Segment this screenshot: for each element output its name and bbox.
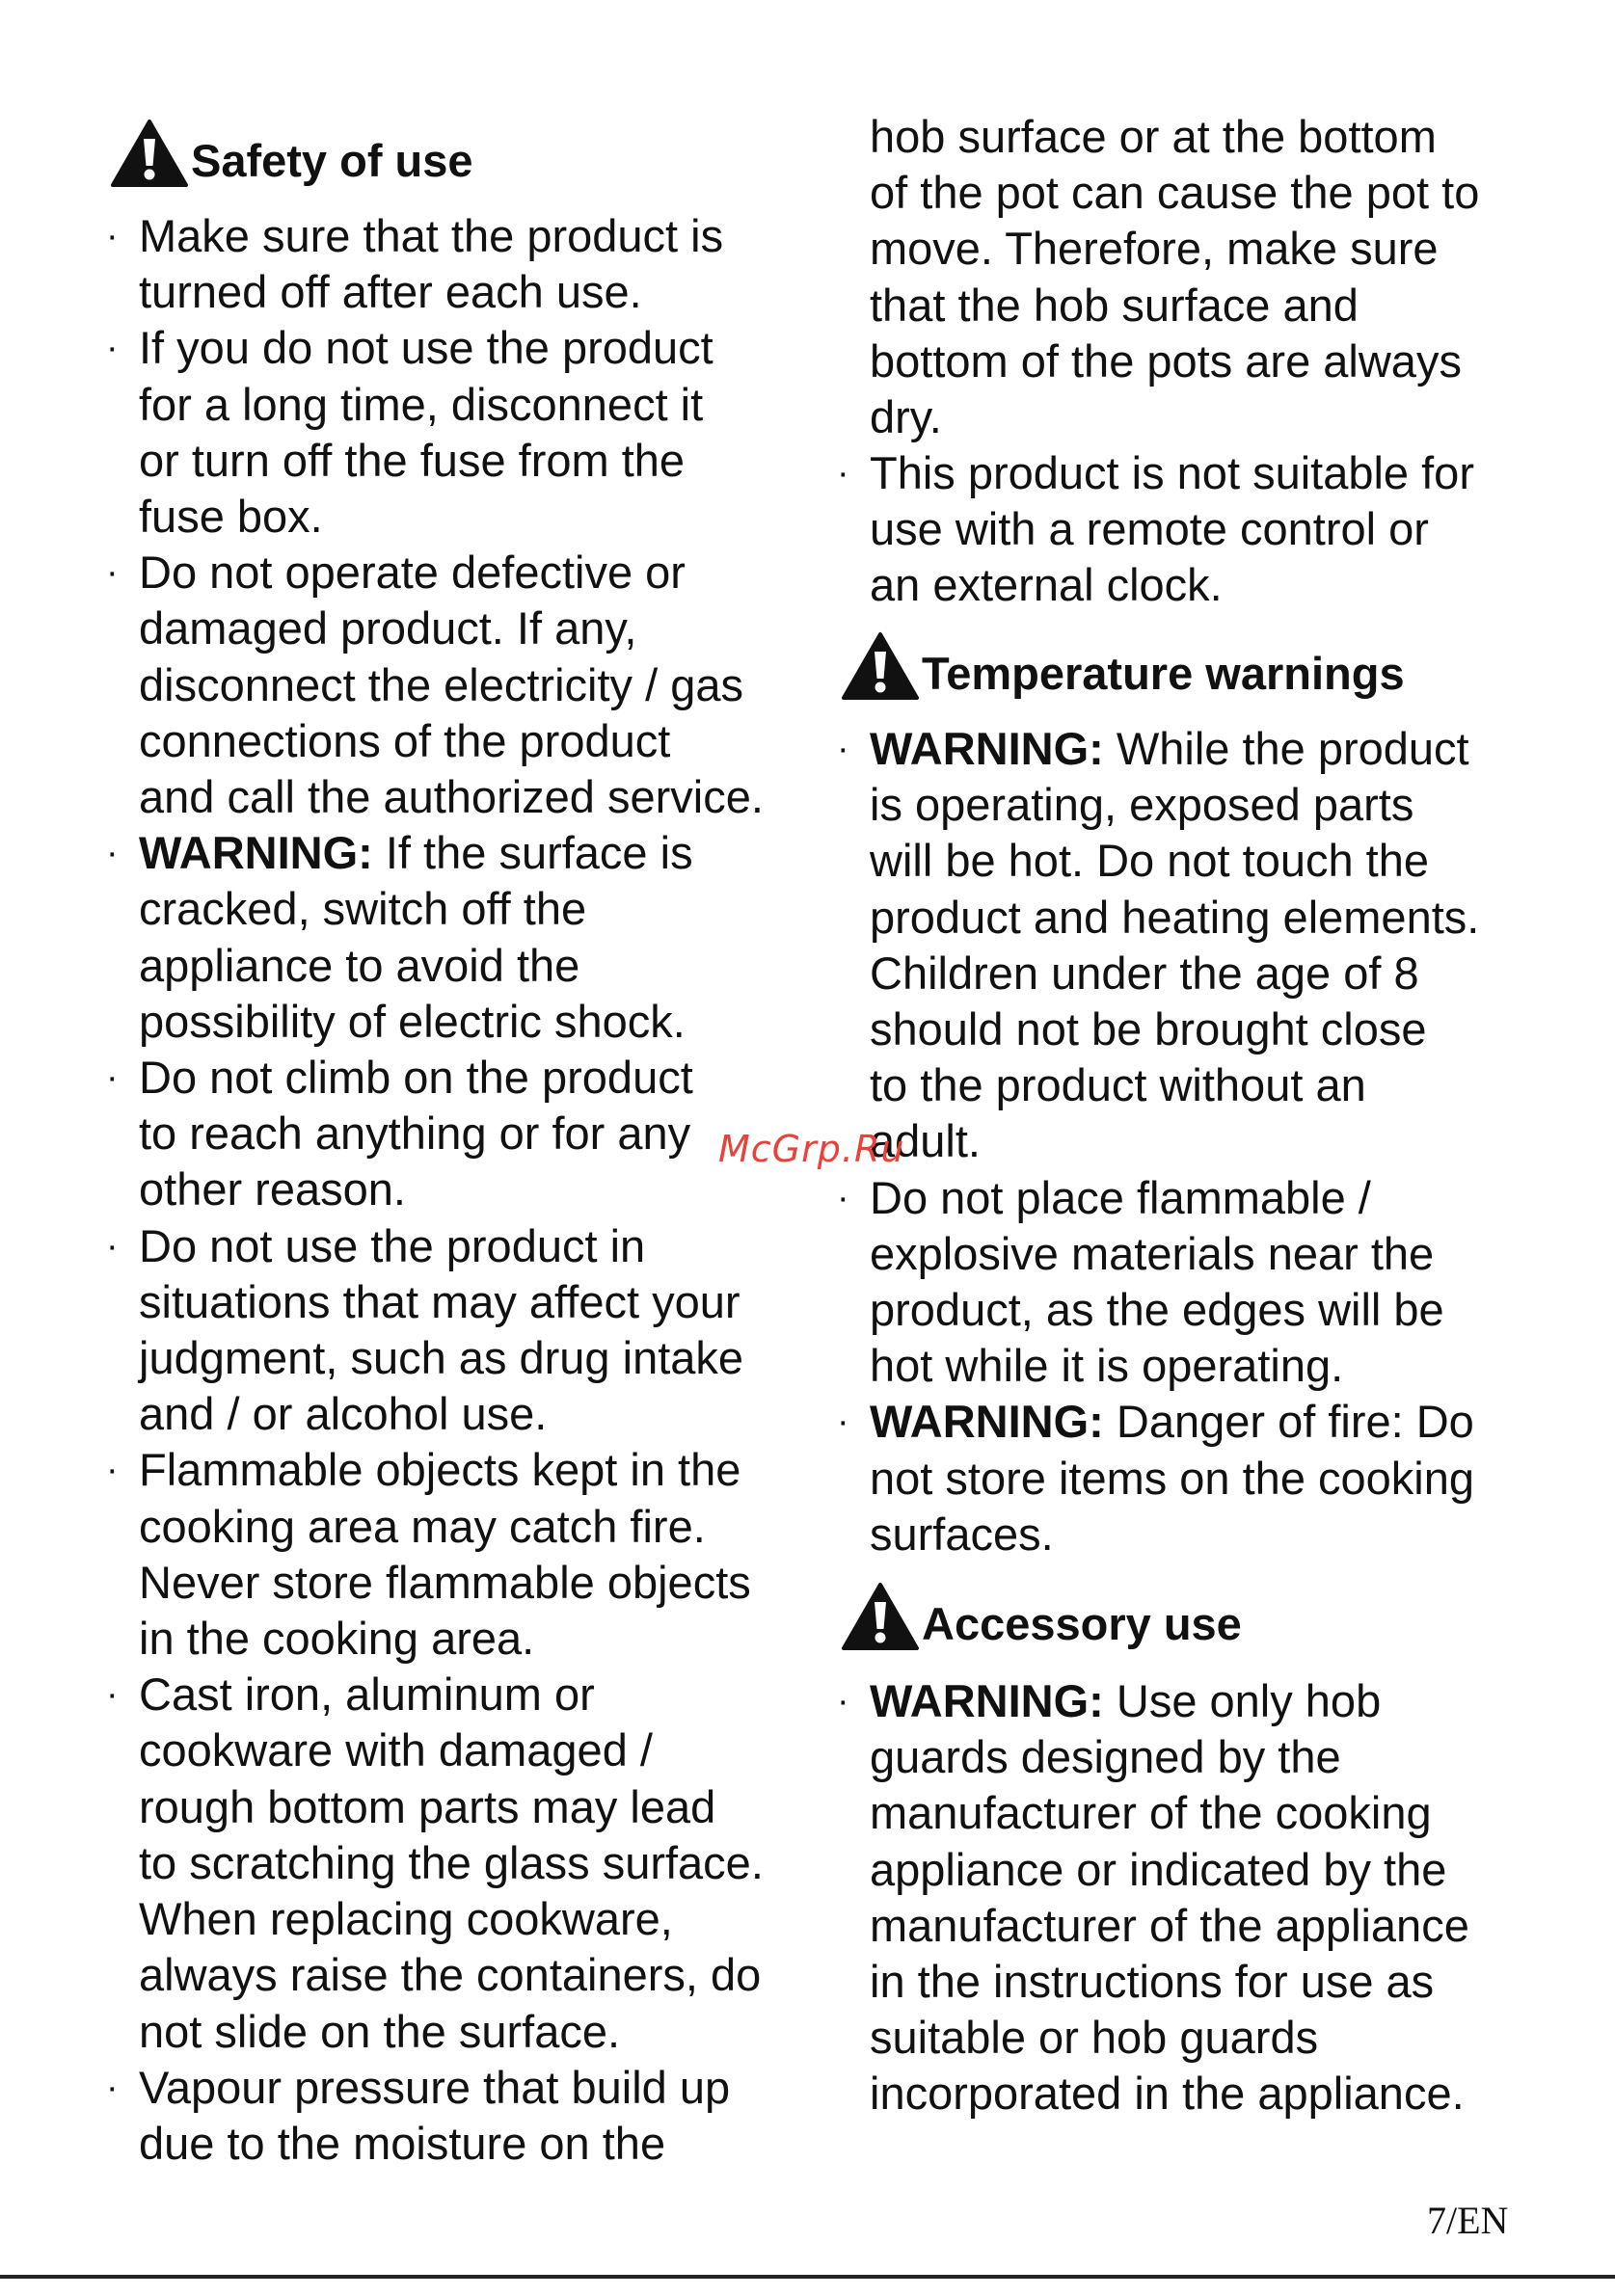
warning-triangle-icon — [110, 118, 189, 189]
bullet-dot: · — [837, 1177, 849, 1218]
item-text: Vapour pressure that build up due to the moisture on the — [139, 2061, 731, 2169]
list-item — [106, 545, 814, 825]
warning-triangle-icon — [841, 630, 920, 702]
safety-list — [106, 208, 814, 2172]
list-item — [106, 208, 814, 320]
item-text: Danger of fire: Do not store items on the cooking surfaces. — [870, 1396, 1475, 1560]
bullet-dot: · — [106, 328, 119, 369]
bullet-dot: · — [106, 1450, 119, 1491]
page-number: 7/EN — [1427, 2199, 1509, 2242]
bullet-dot: · — [106, 1057, 119, 1099]
list-item — [106, 825, 814, 1050]
item-text: Use only hob guards designed by the manufacturer of the cooking appliance or indicated by the manufacturer of the appliance in the instructions for use as suitable or hob guards incorporated in the appliance. — [870, 1675, 1469, 2120]
section-heading-temperature: Temperature warnings — [841, 630, 1405, 702]
list-item — [837, 721, 1602, 1170]
list-item — [837, 445, 1602, 614]
item-text: Flammable objects kept in the cooking area may catch fire. Never store flammable objects in the cooking area. — [139, 1444, 751, 1665]
watermark: McGrp.Ru — [718, 1128, 905, 1170]
warning-label: WARNING: — [870, 1396, 1104, 1448]
bullet-dot: · — [106, 833, 119, 874]
warning-triangle-icon — [841, 1581, 920, 1652]
item-text: Cast iron, aluminum or cookware with damaged / rough bottom parts may lead to scratching the glass surface. When replacing cookware, always raise the containers, do not slide on the surface. — [139, 1669, 764, 2057]
bullet-dot: · — [106, 2067, 119, 2108]
accessory-list — [837, 1673, 1602, 2122]
item-text: This product is not suitable for use with a remote control or an external clock. — [870, 447, 1474, 611]
list-item — [106, 1218, 814, 1443]
temperature-list — [837, 721, 1602, 1562]
bullet-dot: · — [837, 1402, 849, 1443]
bullet-dot: · — [106, 1225, 119, 1267]
section-heading-safety: Safety of use — [110, 118, 473, 189]
bullet-dot: · — [106, 1674, 119, 1716]
item-text: Make sure that the product is turned off after each use. — [139, 210, 724, 318]
warning-label: WARNING: — [139, 827, 373, 879]
bullet-dot: · — [837, 453, 849, 494]
item-text: If the surface is cracked, switch off the appliance to avoid the possibility of electric shock. — [139, 827, 693, 1047]
warning-label: WARNING: — [870, 723, 1104, 774]
list-item — [106, 320, 814, 545]
warning-label: WARNING: — [870, 1675, 1104, 1726]
list-item — [106, 1667, 814, 2059]
section-heading-accessory: Accessory use — [841, 1581, 1242, 1652]
bullet-dot: · — [837, 1681, 849, 1722]
bullet-dot: · — [837, 729, 849, 769]
bullet-dot: · — [106, 552, 119, 594]
continuation-paragraph: hob surface or at the bottom of the pot can cause the pot to move. Therefore, make sure that the hob surface and bottom of the pots are always dry. — [870, 111, 1480, 443]
bullet-dot: · — [106, 216, 119, 256]
item-text: Do not place flammable / explosive materials near the product, as the edges will be hot while it is operating. — [870, 1171, 1444, 1392]
list-item — [106, 1442, 814, 1667]
item-text: If you do not use the product for a long time, disconnect it or turn off the fuse from the fuse box. — [139, 322, 713, 543]
list-item — [837, 1673, 1602, 2122]
item-text: While the product is operating, exposed parts will be hot. Do not touch the product and heating elements. Children under the age of 8 should not be brought close to the product without an adult. — [870, 723, 1480, 1167]
general-list — [837, 445, 1602, 614]
footer-rule — [0, 2275, 1615, 2279]
item-text: Do not use the product in situations that may affect your judgment, such as drug intake and / or alcohol use. — [139, 1219, 744, 1440]
list-item — [837, 1170, 1602, 1395]
list-item — [106, 2060, 814, 2172]
list-item — [106, 1050, 814, 1218]
item-text: Do not operate defective or damaged product. If any, disconnect the electricity / gas connections of the product and call the authorized service. — [139, 547, 764, 823]
item-text: Do not climb on the product to reach anything or for any other reason. — [139, 1052, 693, 1215]
list-item — [837, 1394, 1602, 1562]
